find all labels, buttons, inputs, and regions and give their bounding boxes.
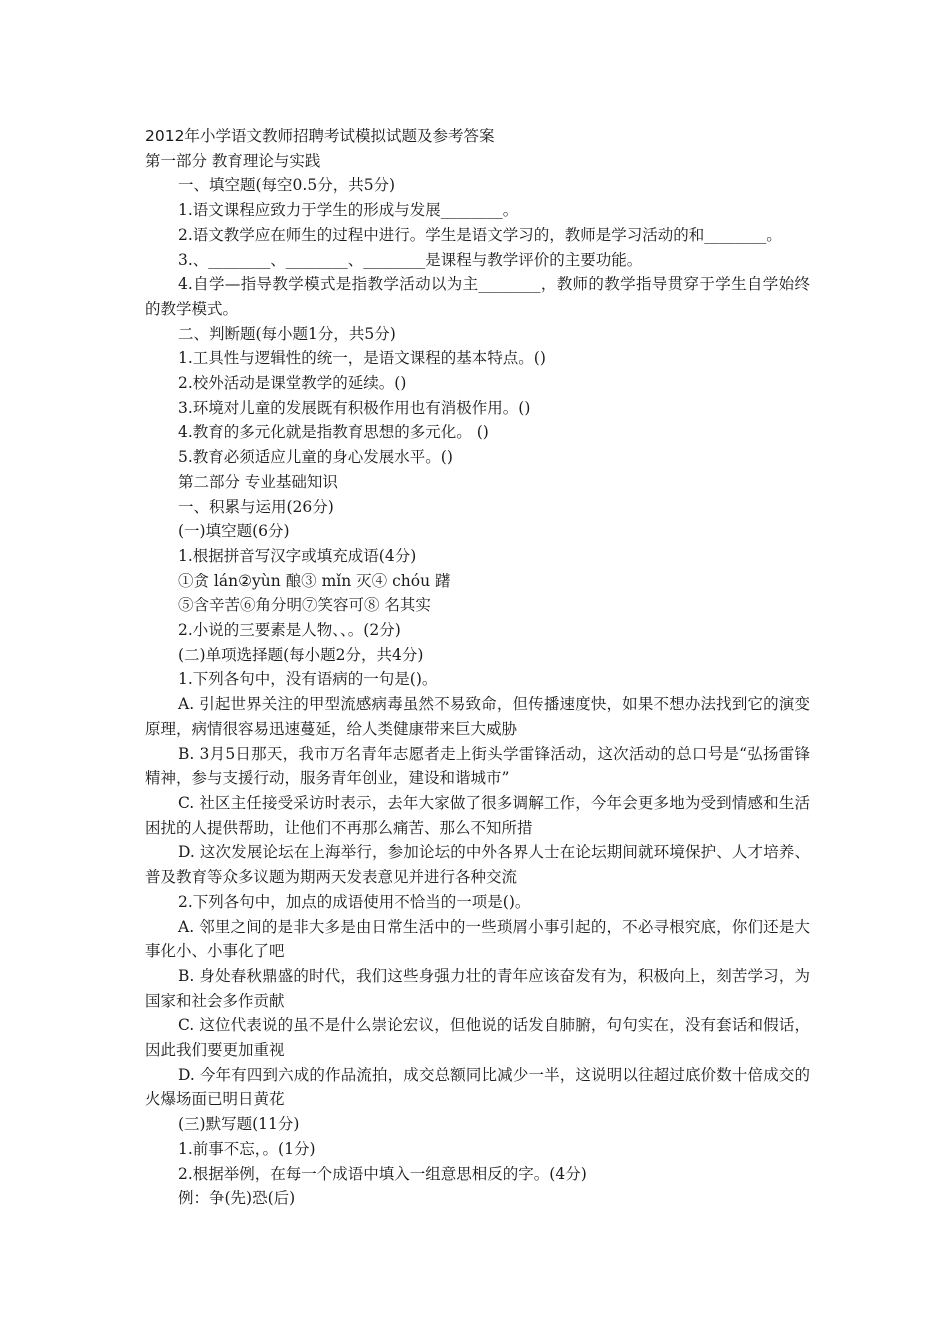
question-item: 2.下列各句中，加点的成语使用不恰当的一项是()。 xyxy=(178,892,531,911)
answer-option: B. 3月5日那天，我市万名青年志愿者走上街头学雷锋活动，这次活动的总口号是“弘扬雷锋精神，参与支援行动，服务青年创业，建设和谐城市” xyxy=(145,744,810,788)
section-heading: 一、填空题(每空0.5分，共5分) xyxy=(178,176,396,195)
question-item: 3.、________、________、________是课程与教学评价的主要功能。 xyxy=(178,250,643,269)
question-item: 4.教育的多元化就是指教育思想的多元化。 () xyxy=(178,423,489,442)
document-title: 2012年小学语文教师招聘考试模拟试题及参考答案 xyxy=(145,127,495,145)
answer-option: A. 引起世界关注的甲型流感病毒虽然不易致命，但传播速度快，如果不想办法找到它的演变原理，病情很容易迅速蔓延，给人类健康带来巨大威胁 xyxy=(145,695,810,738)
answer-option: C. 社区主任接受采访时表示，去年大家做了很多调解工作，今年会更多地为受到情感和生活困扰的人提供帮助，让他们不再那么痛苦、那么不知所措 xyxy=(145,793,810,837)
subsection-heading: (二)单项选择题(每小题2分，共4分) xyxy=(178,645,424,664)
subsection-heading: (三)默写题(11分) xyxy=(178,1115,300,1134)
answer-option: A. 邻里之间的是非大多是由日常生活中的一些琐屑小事引起的，不必寻根究底，你们还是大事化小、小事化了吧 xyxy=(145,917,810,961)
part1-heading: 第一部分 教育理论与实践 xyxy=(145,151,321,170)
section-heading: 二、判断题(每小题1分，共5分) xyxy=(178,324,396,343)
part2-heading: 第二部分 专业基础知识 xyxy=(178,472,338,491)
question-item: 5.教育必须适应儿童的身心发展水平。() xyxy=(178,448,453,467)
answer-option: D. 今年有四到六成的作品流拍，成交总额同比减少一半，这说明以往超过底价数十倍成交的火爆场面已明日黄花 xyxy=(145,1065,810,1109)
question-item: 2.小说的三要素是人物、、。(2分) xyxy=(178,621,401,640)
question-item: 2.语文教学应在师生的过程中进行。学生是语文学习的，教师是学习活动的和________。 xyxy=(178,225,782,244)
answer-option: B. 身处春秋鼎盛的时代，我们这些身强力壮的青年应该奋发有为，积极向上，刻苦学习，为国家和社会多作贡献 xyxy=(145,966,810,1010)
question-item: 1.工具性与逻辑性的统一，是语文课程的基本特点。() xyxy=(178,349,546,368)
question-item: 2.校外活动是课堂教学的延续。() xyxy=(178,374,407,393)
document-body xyxy=(145,124,810,1211)
question-item: 4.自学—指导教学模式是指教学活动以为主________，教师的教学指导贯穿于学生自学始终的教学模式。 xyxy=(145,275,810,318)
answer-option: D. 这次发展论坛在上海举行，参加论坛的中外各界人士在论坛期间就环境保护、人才培养、普及教育等众多议题为期两天发表意见并进行各种交流 xyxy=(145,843,810,887)
question-item: ⑤含辛苦⑥角分明⑦笑容可⑧ 名其实 xyxy=(178,596,431,615)
subsection-heading: (一)填空题(6分) xyxy=(178,522,290,541)
answer-option: C. 这位代表说的虽不是什么崇论宏议，但他说的话发自肺腑，句句实在，没有套话和假话，因此我们要更加重视 xyxy=(145,1016,810,1060)
question-item: 1.语文课程应致力于学生的形成与发展________。 xyxy=(178,201,519,220)
section-heading: 一、积累与运用(26分) xyxy=(178,497,334,516)
question-item: 1.前事不忘，。(1分) xyxy=(178,1139,316,1158)
question-item: 3.环境对儿童的发展既有积极作用也有消极作用。() xyxy=(178,398,531,417)
question-item: 1.根据拼音写汉字或填充成语(4分) xyxy=(178,546,417,565)
question-item: 2.根据举例，在每一个成语中填入一组意思相反的字。(4分) xyxy=(178,1164,587,1183)
question-item: 1.下列各句中，没有语病的一句是()。 xyxy=(178,670,438,689)
question-item: 例：争(先)恐(后) xyxy=(178,1189,296,1208)
question-item: ①贪 lán②yùn 酿③ mǐn 灭④ chóu 躇 xyxy=(178,571,451,590)
